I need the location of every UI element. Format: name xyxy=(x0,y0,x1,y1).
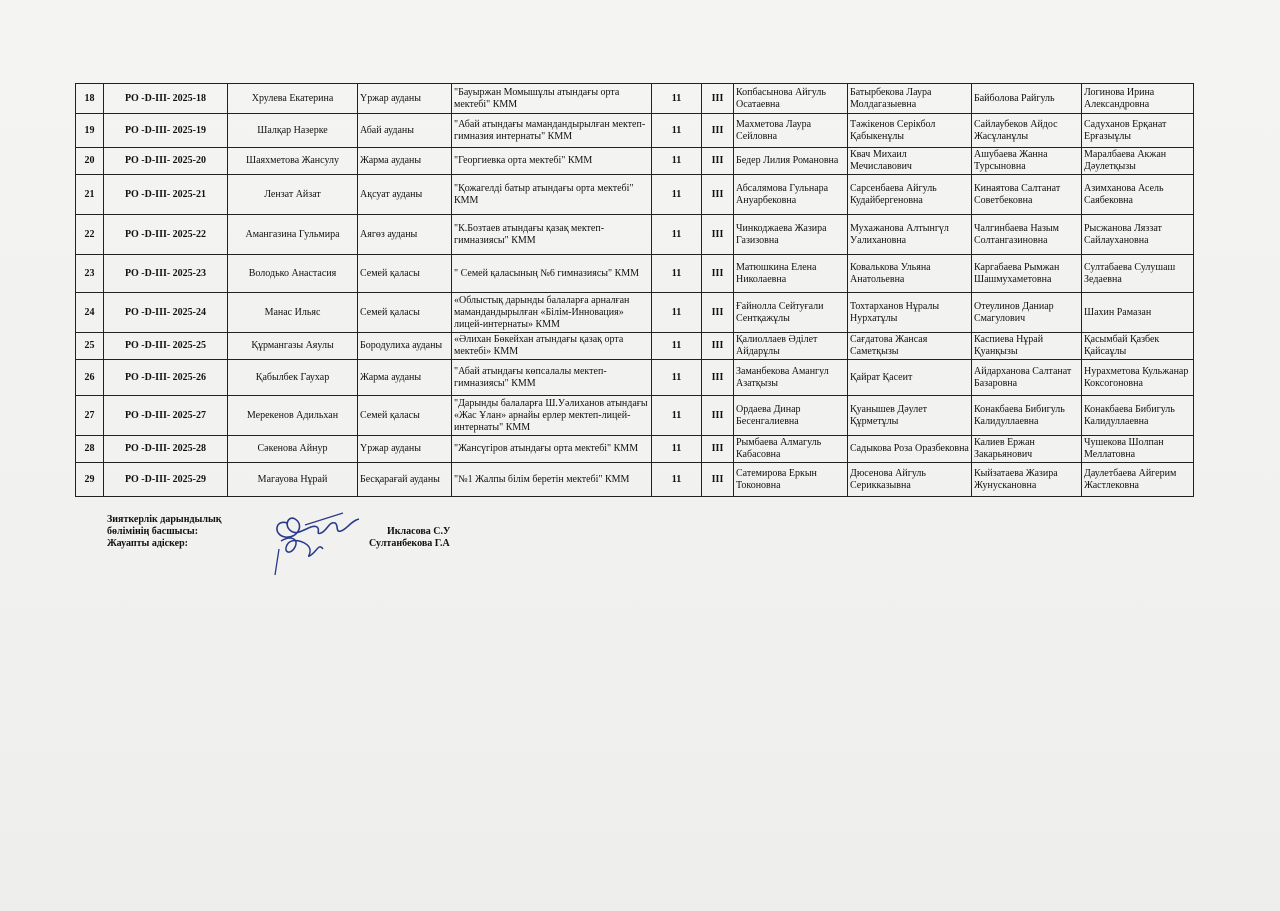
cell-name: Мерекенов Адильхан xyxy=(228,396,358,436)
cell-c2: Қуанышев Дәулет Құрметұлы xyxy=(848,396,972,436)
cell-cat: III xyxy=(702,360,734,396)
cell-grade: 11 xyxy=(652,255,702,293)
cell-name: Шалқар Назерке xyxy=(228,114,358,148)
results-table xyxy=(75,83,1194,497)
cell-c1: Сатемирова Еркын Токоновна xyxy=(734,463,848,497)
cell-num: 20 xyxy=(76,148,104,175)
cell-c1: Матюшкина Елена Николаевна xyxy=(734,255,848,293)
cell-c4: Логинова Ирина Александровна xyxy=(1082,84,1194,114)
cell-c2: Батырбекова Лаура Молдагазыевна xyxy=(848,84,972,114)
cell-c4: Даулетбаева Айгерим Жастлековна xyxy=(1082,463,1194,497)
cell-code: РО -D-III- 2025-20 xyxy=(104,148,228,175)
cell-district: Семей қаласы xyxy=(358,293,452,333)
cell-c4: Азимханова Асель Саябековна xyxy=(1082,175,1194,215)
cell-c3: Чалгинбаева Назым Солтангазиновна xyxy=(972,215,1082,255)
cell-grade: 11 xyxy=(652,293,702,333)
cell-num: 25 xyxy=(76,333,104,360)
cell-code: РО -D-III- 2025-24 xyxy=(104,293,228,333)
cell-district: Абай ауданы xyxy=(358,114,452,148)
cell-num: 27 xyxy=(76,396,104,436)
cell-school: "Жансүгіров атындағы орта мектебі" КММ xyxy=(452,436,652,463)
table-row xyxy=(76,215,1194,255)
table-row xyxy=(76,84,1194,114)
table-row xyxy=(76,114,1194,148)
cell-code: РО -D-III- 2025-23 xyxy=(104,255,228,293)
cell-num: 19 xyxy=(76,114,104,148)
cell-c4: Нурахметова Кульжанар Коксогоновна xyxy=(1082,360,1194,396)
cell-c3: Кинаятова Салтанат Советбековна xyxy=(972,175,1082,215)
cell-code: РО -D-III- 2025-22 xyxy=(104,215,228,255)
cell-grade: 11 xyxy=(652,333,702,360)
cell-num: 22 xyxy=(76,215,104,255)
cell-c3: Ашубаева Жанна Турсыновна xyxy=(972,148,1082,175)
cell-district: Жарма ауданы xyxy=(358,360,452,396)
cell-district: Жарма ауданы xyxy=(358,148,452,175)
cell-district: Аягөз ауданы xyxy=(358,215,452,255)
cell-district: Бесқарағай ауданы xyxy=(358,463,452,497)
cell-name: Магауова Нұрай xyxy=(228,463,358,497)
cell-c2: Дюсенова Айгуль Серикказывна xyxy=(848,463,972,497)
cell-district: Үржар ауданы xyxy=(358,436,452,463)
cell-school: "№1 Жалпы білім беретін мектебі" КММ xyxy=(452,463,652,497)
cell-district: Үржар ауданы xyxy=(358,84,452,114)
cell-c2: Тәжікенов Серікбол Қабыкенұлы xyxy=(848,114,972,148)
signature-image xyxy=(265,505,375,580)
table-row xyxy=(76,175,1194,215)
table-row xyxy=(76,148,1194,175)
cell-c2: Сарсенбаева Айгуль Кудайбергеновна xyxy=(848,175,972,215)
cell-cat: III xyxy=(702,333,734,360)
cell-c1: Рымбаева Алмагуль Кабасовна xyxy=(734,436,848,463)
table-row xyxy=(76,436,1194,463)
cell-c3: Каргабаева Рымжан Шашмухаметовна xyxy=(972,255,1082,293)
cell-num: 23 xyxy=(76,255,104,293)
cell-c3: Айдарханова Салтанат Базаровна xyxy=(972,360,1082,396)
cell-grade: 11 xyxy=(652,360,702,396)
footer-responsible-label: Жауапты адіскер: xyxy=(107,538,188,549)
cell-num: 21 xyxy=(76,175,104,215)
cell-district: Бородулиха ауданы xyxy=(358,333,452,360)
cell-grade: 11 xyxy=(652,148,702,175)
cell-c4: Рысжанова Ляззат Сайлаухановна xyxy=(1082,215,1194,255)
cell-c2: Ковалькова Ульяна Анатольевна xyxy=(848,255,972,293)
cell-code: РО -D-III- 2025-19 xyxy=(104,114,228,148)
cell-num: 18 xyxy=(76,84,104,114)
cell-c3: Кыйзатаева Жазира Жунускановна xyxy=(972,463,1082,497)
cell-c1: Копбасынова Айгуль Осатаевна xyxy=(734,84,848,114)
cell-name: Амангазина Гульмира xyxy=(228,215,358,255)
cell-cat: III xyxy=(702,396,734,436)
cell-name: Шаяхметова Жансулу xyxy=(228,148,358,175)
cell-name: Володько Анастасия xyxy=(228,255,358,293)
cell-c1: Заманбекова Амангул Азатқызы xyxy=(734,360,848,396)
table-row xyxy=(76,293,1194,333)
cell-school: " Семей қаласының №6 гимназиясы" КММ xyxy=(452,255,652,293)
cell-name: Манас Ильяс xyxy=(228,293,358,333)
cell-cat: III xyxy=(702,255,734,293)
cell-c3: Сайлаубеков Айдос Жасұланұлы xyxy=(972,114,1082,148)
cell-num: 26 xyxy=(76,360,104,396)
cell-name: Құрмангазы Аяулы xyxy=(228,333,358,360)
cell-school: "Абай атындағы көпсалалы мектеп-гимназиясы" КММ xyxy=(452,360,652,396)
cell-code: РО -D-III- 2025-26 xyxy=(104,360,228,396)
cell-c4: Садуханов Ерқанат Ерғазыұлы xyxy=(1082,114,1194,148)
cell-c1: Чинкоджаева Жазира Газизовна xyxy=(734,215,848,255)
cell-grade: 11 xyxy=(652,396,702,436)
table-row xyxy=(76,396,1194,436)
table-row xyxy=(76,255,1194,293)
cell-school: "Абай атындағы мамандандырылған мектеп-гимназия интернаты" КММ xyxy=(452,114,652,148)
cell-c1: Махметова Лаура Сейловна xyxy=(734,114,848,148)
footer-head-name: Икласова С.У xyxy=(387,526,451,537)
cell-district: Семей қаласы xyxy=(358,396,452,436)
cell-grade: 11 xyxy=(652,114,702,148)
cell-school: "Дарынды балаларға Ш.Уәлиханов атындағы «Жас Ұлан» арнайы ерлер мектеп-лицей-интернаты" КММ xyxy=(452,396,652,436)
cell-c3: Калиев Ержан Закарьянович xyxy=(972,436,1082,463)
cell-c4: Конакбаева Бибигуль Калидуллаевна xyxy=(1082,396,1194,436)
cell-name: Хрулева Екатерина xyxy=(228,84,358,114)
cell-school: "Қожагелді батыр атындағы орта мектебі" КММ xyxy=(452,175,652,215)
results-table-body xyxy=(76,84,1194,497)
table-row xyxy=(76,333,1194,360)
cell-c2: Мухажанова Алтынгүл Уалихановна xyxy=(848,215,972,255)
cell-school: «Облыстық дарынды балаларға арналған мамандандырылған «Білім-Инновация» лицей-интернаты» КММ xyxy=(452,293,652,333)
footer-responsible-name: Султанбекова Г.А xyxy=(369,538,450,549)
cell-c3: Конакбаева Бибигуль Калидуллаевна xyxy=(972,396,1082,436)
footer-head-label: бөлімінің басшысы: xyxy=(107,526,199,537)
cell-grade: 11 xyxy=(652,215,702,255)
cell-cat: III xyxy=(702,293,734,333)
cell-code: РО -D-III- 2025-18 xyxy=(104,84,228,114)
cell-num: 29 xyxy=(76,463,104,497)
cell-c4: Чушекова Шолпан Меллатовна xyxy=(1082,436,1194,463)
cell-cat: III xyxy=(702,463,734,497)
cell-c4: Маралбаева Акжан Дәулетқызы xyxy=(1082,148,1194,175)
cell-code: РО -D-III- 2025-27 xyxy=(104,396,228,436)
cell-c2: Тохтарханов Нұралы Нурхатұлы xyxy=(848,293,972,333)
cell-cat: III xyxy=(702,175,734,215)
cell-cat: III xyxy=(702,148,734,175)
cell-code: РО -D-III- 2025-28 xyxy=(104,436,228,463)
cell-code: РО -D-III- 2025-29 xyxy=(104,463,228,497)
cell-grade: 11 xyxy=(652,84,702,114)
cell-district: Семей қаласы xyxy=(358,255,452,293)
cell-c2: Садыкова Роза Оразбековна xyxy=(848,436,972,463)
cell-c3: Отеулинов Даниар Смагулович xyxy=(972,293,1082,333)
cell-c1: Қалиоллаев Әділет Айдарұлы xyxy=(734,333,848,360)
cell-cat: III xyxy=(702,436,734,463)
cell-district: Ақсуат ауданы xyxy=(358,175,452,215)
cell-grade: 11 xyxy=(652,436,702,463)
cell-school: "Бауыржан Момышұлы атындағы орта мектебі" КММ xyxy=(452,84,652,114)
cell-name: Сәкенова Айнур xyxy=(228,436,358,463)
cell-c1: Абсалямова Гульнара Ануарбековна xyxy=(734,175,848,215)
cell-c4: Султабаева Сулушаш Зедаевна xyxy=(1082,255,1194,293)
cell-cat: III xyxy=(702,114,734,148)
cell-grade: 11 xyxy=(652,175,702,215)
table-row xyxy=(76,463,1194,497)
cell-c2: Квач Михаил Мечиславович xyxy=(848,148,972,175)
cell-school: "К.Бозтаев атындағы қазақ мектеп-гимназиясы" КММ xyxy=(452,215,652,255)
cell-c2: Сағдатова Жансая Саметқызы xyxy=(848,333,972,360)
cell-code: РО -D-III- 2025-25 xyxy=(104,333,228,360)
cell-name: Лензат Айзат xyxy=(228,175,358,215)
cell-c1: Бедер Лилия Романовна xyxy=(734,148,848,175)
cell-code: РО -D-III- 2025-21 xyxy=(104,175,228,215)
footer-dept-label: Зияткерлік дарындылық xyxy=(107,514,222,525)
cell-num: 28 xyxy=(76,436,104,463)
cell-grade: 11 xyxy=(652,463,702,497)
cell-c2: Қайрат Қасеит xyxy=(848,360,972,396)
cell-c3: Каспиева Нұрай Қуанқызы xyxy=(972,333,1082,360)
cell-c4: Қасымбай Қазбек Қайсаұлы xyxy=(1082,333,1194,360)
cell-num: 24 xyxy=(76,293,104,333)
cell-c1: Ғайнолла Сейтуғали Сентқажұлы xyxy=(734,293,848,333)
cell-school: "Георгиевка орта мектебі" КММ xyxy=(452,148,652,175)
cell-c3: Байболова Райгуль xyxy=(972,84,1082,114)
cell-name: Қабылбек Гаухар xyxy=(228,360,358,396)
cell-c1: Ордаева Динар Бесенгалиевна xyxy=(734,396,848,436)
cell-c4: Шахин Рамазан xyxy=(1082,293,1194,333)
cell-cat: III xyxy=(702,215,734,255)
table-row xyxy=(76,360,1194,396)
cell-school: «Әлихан Бөкейхан атындағы қазақ орта мектебі» КММ xyxy=(452,333,652,360)
cell-cat: III xyxy=(702,84,734,114)
